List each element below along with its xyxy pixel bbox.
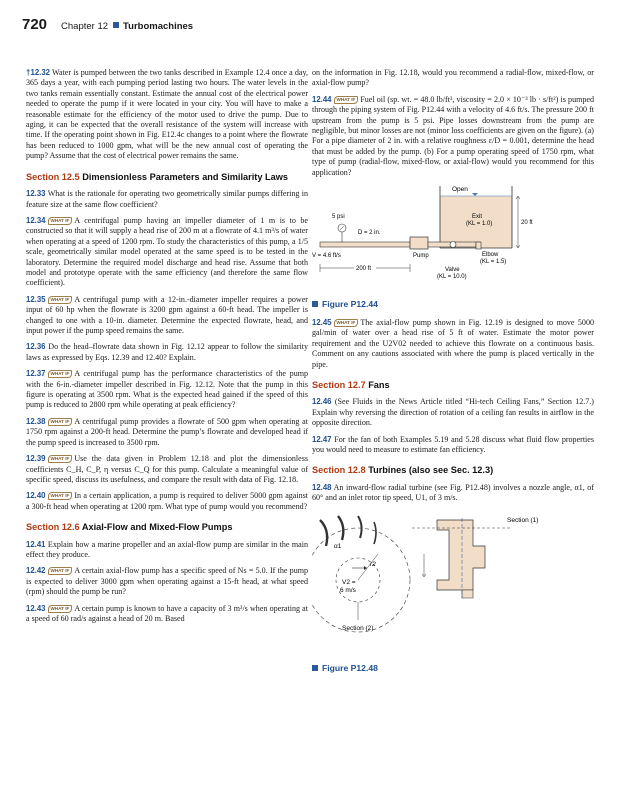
what-if-icon: WHAT IF xyxy=(334,319,359,327)
figure-p12-44 xyxy=(312,184,594,310)
problem-12-39: 12.39 WHAT IF Use the data given in Problem 12.18 and plot the dimensionless coefficients C_H, C_P, η versus C_Q for this pump. Calculate a meaningful value of specific speed, discuss its usefulness, and compare the result with data of Fig. 12.18. xyxy=(26,454,308,484)
elbow xyxy=(476,242,481,249)
problem-12-40: 12.40 WHAT IF In a certain application, a pump is required to deliver 5000 gpm against a 300-ft head when operating at 1200 rpm. What type of pump would you recommend? xyxy=(26,491,308,511)
problem-12-43-continued: on the information in Fig. 12.18, would you recommend a radial-flow, mixed-flow, or axial-flow pump? xyxy=(312,68,594,88)
section-2-label: Section (2) xyxy=(342,624,374,632)
page-header xyxy=(22,16,602,36)
what-if-icon: WHAT IF xyxy=(48,567,73,575)
free-surface-icon xyxy=(472,193,478,196)
problem-12-37: 12.37 WHAT IF A centrifugal pump has the performance characteristics of the pump with the 6-in.-diameter impeller described in Fig. 12.12. Note that the pump in this figure is operating at 3500 rpm. What is the expected head gained if the speed of this pump is reduced to 2800 rpm while operating at peak efficiency? xyxy=(26,369,308,410)
what-if-icon: WHAT IF xyxy=(48,370,73,378)
problem-12-41: 12.41 Explain how a marine propeller and an axial-flow pump are similar in the main effect they produce. xyxy=(26,539,308,560)
exit-k-label: (KL = 1.0) xyxy=(466,221,493,228)
turbine-side-view xyxy=(437,520,485,590)
figure-p12-44-caption: Figure P12.44 xyxy=(312,299,594,309)
what-if-icon: WHAT IF xyxy=(48,418,73,426)
pump-body xyxy=(410,237,428,249)
figure-p12-48 xyxy=(312,510,594,674)
section-12-6-heading: Section 12.6 Axial-Flow and Mixed-Flow Pumps xyxy=(26,522,233,533)
what-if-icon: WHAT IF xyxy=(334,96,359,104)
piping-system-diagram xyxy=(312,184,594,296)
valve-label: Valve xyxy=(445,267,460,274)
problem-12-44: 12.44 WHAT IF Fuel oil (sp. wt. = 48.0 lb/ft³, viscosity = 2.0 × 10⁻³ lb · s/ft²) is pumped through the piping system of Fig. P12.44 with a velocity of 4.6 ft/s. The pressure 200 ft upstream from the pump is 5 psi. Pipe losses downstream from the pump are negligible, but minor losses are not (minor loss coefficients are given on the figure). (a) For a pipe diameter of 2 in. with a relative roughness ε/D = 0.001, determine the head that must be added by the pump. (b) For a pump operating speed of 1750 rpm, what type of pump (radial-flow, mixed-flow, or axial-flow) would you recommend for this application? xyxy=(312,94,594,177)
valve-icon xyxy=(450,242,456,248)
section-12-8-heading: Section 12.8 Turbines (also see Sec. 12.3) xyxy=(312,465,494,476)
problem-12-43: 12.43 WHAT IF A certain pump is known to have a capacity of 3 m³/s when operating at a speed of 60 rad/s against a head of 20 m. Based xyxy=(26,603,308,624)
square-bullet-icon xyxy=(312,301,318,307)
inlet-pipe xyxy=(320,242,410,247)
problem-12-35: 12.35 WHAT IF A centrifugal pump with a 12-in.-diameter impeller requires a power input of 60 hp when the flowrate is 3200 gpm against a 60-ft head. The impeller is changed to one with a 10-in. diameter. Determine the expected flowrate, head, and input power if the pump speed remains the same. xyxy=(26,294,308,336)
square-bullet-icon xyxy=(113,22,119,28)
section-1-label: Section (1) xyxy=(507,516,539,524)
diameter-label: D = 2 in. xyxy=(358,230,381,237)
square-bullet-icon xyxy=(312,665,318,671)
v2-value: 6 m/s xyxy=(340,586,356,594)
rotor-blade xyxy=(374,522,376,544)
height-20ft-label: 20 ft xyxy=(521,220,533,227)
problem-12-46: 12.46 (See Fluids in the News Article titled “Hi-tech Ceiling Fans,” Section 12.7.) Explain why reversing the direction of rotation of a ceiling fan results in airflow in the opposite direction. xyxy=(312,397,594,428)
chapter-label: Chapter 12 Turbomachines xyxy=(61,21,194,32)
velocity-label: V = 4.6 ft/s xyxy=(312,253,341,260)
section-12-5-heading: Section 12.5 Dimensionless Parameters and Similarity Laws xyxy=(26,171,288,182)
left-column xyxy=(26,68,308,630)
problem-12-42: 12.42 WHAT IF A certain axial-flow pump has a specific speed of Ns = 5.0. If the pump is expected to deliver 3000 gpm when operating against a 15-ft head, at what speed (rpm) should the pump be run? xyxy=(26,566,308,597)
problem-12-38: 12.38 WHAT IF A centrifugal pump provides a flowrate of 500 gpm when operating at 1750 rpm against a 200-ft head. Determine the pump’s flowrate and developed head if the pump speed is increased to 3500 rpm. xyxy=(26,416,308,447)
what-if-icon: WHAT IF xyxy=(48,455,73,463)
chapter-title: Turbomachines xyxy=(123,21,194,32)
problem-12-48: 12.48 An inward-flow radial turbine (see Fig. P12.48) involves a nozzle angle, α1, of 60° and an inlet rotor tip speed, U1, of 3 m/s. xyxy=(312,482,594,503)
problem-12-33: 12.33 What is the rationale for operating two geometrically similar pumps differing in feature size at the same flow coefficient? xyxy=(26,189,308,209)
right-column xyxy=(312,68,594,674)
valve-k-label: (KL = 10.0) xyxy=(437,274,467,281)
elbow-label: Elbow xyxy=(482,252,499,259)
exit-label: Exit xyxy=(472,214,483,221)
problem-12-34: 12.34 WHAT IF A centrifugal pump having an impeller diameter of 1 m is to be constructed so that it will supply a head rise of 200 m at a flowrate of 4.1 m³/s of water when operating at a speed of 1200 rpm. To study the characteristics of this pump, a 1/5 scale, geometrically similar model operated at the same speed is to be tested in the laboratory. Determine the required model discharge and head rise. Assume that both model and prototype operate with the same efficiency (and therefore the same flow coefficient). xyxy=(26,215,308,288)
pump-label: Pump xyxy=(413,253,429,260)
rotor-blade xyxy=(358,516,362,538)
page-number: 720 xyxy=(22,16,48,33)
what-if-icon: WHAT IF xyxy=(48,217,73,225)
elbow-k-label: (KL = 1.5) xyxy=(480,259,507,266)
alpha-label: α1 xyxy=(334,542,342,550)
pressure-label: 5 psi xyxy=(332,214,345,221)
problem-12-45: 12.45 WHAT IF The axial-flow pump shown in Fig. 12.19 is designed to move 5000 gal/min of water over a head rise of 5 ft of water. Estimate the motor power requirement and the U2V02 needed to achieve this flowrate on a continuous basis. Comment on any cautions associated with where the pump is placed vertically in the pipe. xyxy=(312,317,594,369)
problem-12-36: 12.36 Do the head–flowrate data shown in Fig. 12.12 appear to follow the similarity laws as expressed by Eqs. 12.39 and 12.40? Explain. xyxy=(26,342,308,362)
what-if-icon: WHAT IF xyxy=(48,605,73,613)
v2-label: V2 = xyxy=(342,578,356,586)
problem-12-47: 12.47 For the fan of both Examples 5.19 and 5.28 discuss what fluid flow properties you would need to measure to estimate fan efficiency. xyxy=(312,434,594,455)
figure-p12-48-caption: Figure P12.48 xyxy=(312,663,594,673)
open-label: Open xyxy=(452,186,468,194)
nozzle-vane xyxy=(338,516,343,540)
problem-12-32: †12.32 Water is pumped between the two tanks described in Example 12.4 once a day, 365 days a year, with each pumping period lasting two hours. The water levels in the two tanks remain essentially constant. Estimate the annual cost of the electrical power needed to operate the pump if it were located in your city. You will have to make a reasonable estimate for the efficiency of the motor used to drive the pump. Due to aging, it can be expected that the overall resistance of the system will increase with time. If the operating point shown in Fig. E12.4c changes to a point where the flowrate has been reduced to 1000 gpm, what will be the new annual cost of operating the pump? Assume that the cost of electrical power remains the same. xyxy=(26,68,308,161)
section-12-7-heading: Section 12.7 Fans xyxy=(312,379,390,390)
what-if-icon: WHAT IF xyxy=(48,296,73,304)
nozzle-vane xyxy=(320,520,327,546)
length-label: 200 ft xyxy=(356,266,372,273)
r2-label: r2 xyxy=(370,560,376,568)
radial-turbine-diagram xyxy=(312,510,594,660)
what-if-icon: WHAT IF xyxy=(48,492,73,500)
